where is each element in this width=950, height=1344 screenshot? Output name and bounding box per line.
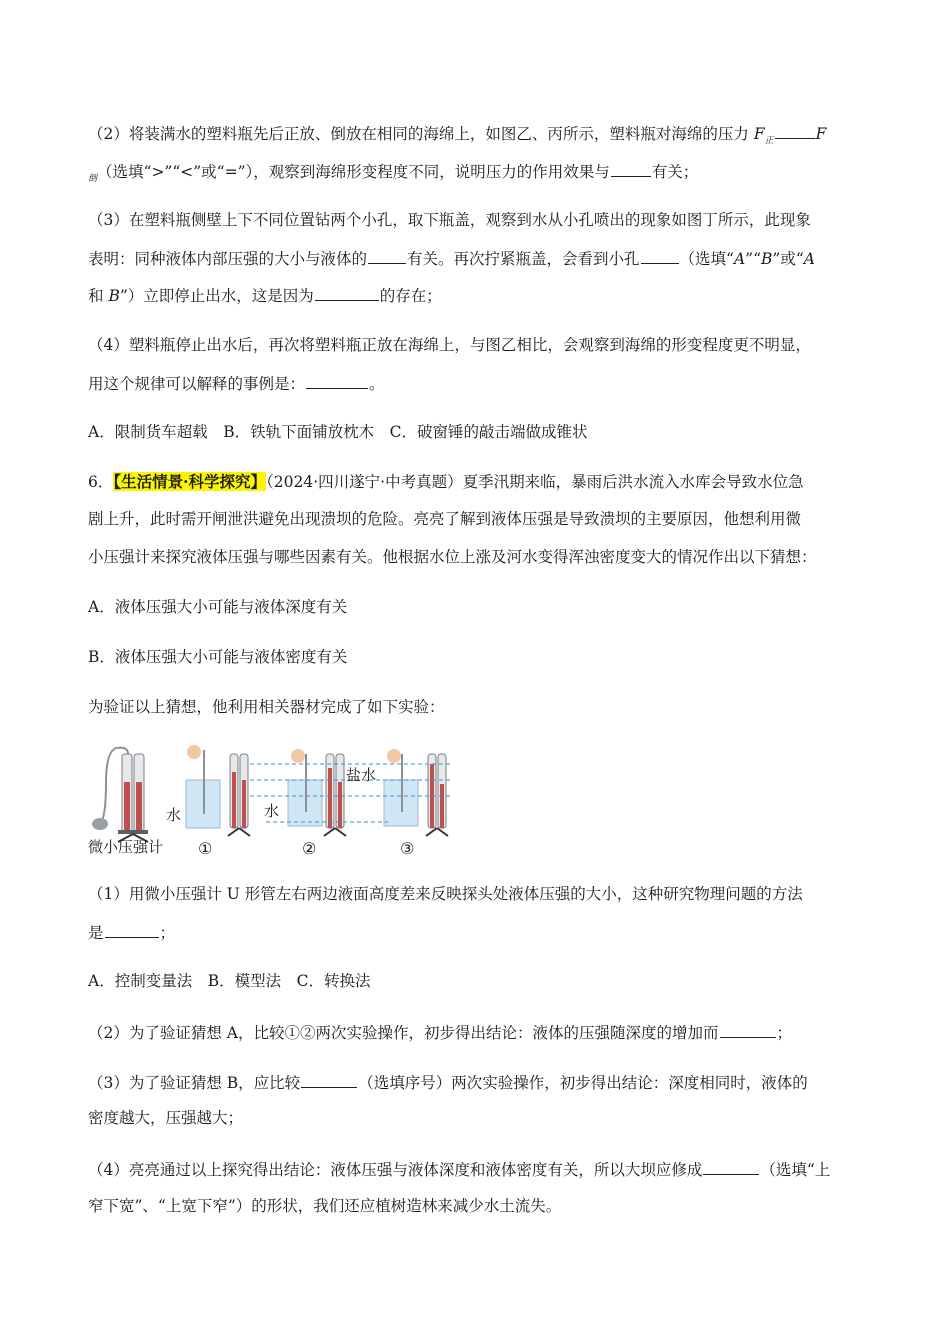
label-salt-water: 盐水 xyxy=(346,766,377,784)
q6-intro-line2: 剧上升，此时需开闸泄洪避免出现溃坝的危险。亮亮了解到液体压强是导致溃坝的主要原因，他想利用微 xyxy=(88,510,802,528)
answer-blank[interactable] xyxy=(368,247,406,264)
setup-2 xyxy=(288,749,346,836)
q6-sub4-line1: （4）亮亮通过以上探究得出结论：液体压强与液体深度和液体密度有关，所以大坝应修成 （选填“上 xyxy=(88,1158,830,1180)
q6-sub1-line2: 是 ； xyxy=(88,921,175,943)
q6-guess-a: A．液体压强大小可能与液体深度有关 xyxy=(88,598,348,616)
q5-part4-line2: 用这个规律可以解释的事例是： 。 xyxy=(88,372,385,394)
answer-blank[interactable] xyxy=(315,284,379,301)
label-pressure-gauge: 微小压强计 xyxy=(88,838,164,856)
q6-tag: 【生活情景·科学探究】 xyxy=(113,472,267,491)
label-setup-2: ② xyxy=(302,839,317,858)
q5-part2-line1: （2）将装满水的塑料瓶先后正放、倒放在相同的海绵上，如图乙、丙所示，塑料瓶对海绵的压力 $F_正$ F xyxy=(88,122,826,151)
label-setup-1: ① xyxy=(198,839,213,858)
answer-blank[interactable] xyxy=(775,122,815,139)
q5-part4-line1: （4）塑料瓶停止出水后，再次将塑料瓶正放在海绵上，与图乙相比，会观察到海绵的形变程度更不明显， xyxy=(88,336,811,354)
label-setup-3: ③ xyxy=(400,839,415,858)
setup-1 xyxy=(186,745,250,836)
q6-sub1-line1: （1）用微小压强计 U 形管左右两边液面高度差来反映探头处液体压强的大小，这种研究物理问题的方法 xyxy=(88,885,803,903)
answer-blank[interactable] xyxy=(611,160,651,177)
answer-blank[interactable] xyxy=(306,372,368,389)
pressure-gauge xyxy=(92,748,148,842)
answer-blank[interactable] xyxy=(105,921,159,938)
q6-lead: 为验证以上猜想，他利用相关器材完成了如下实验： xyxy=(88,698,445,716)
q5-part3-line2: 表明：同种液体内部压强的大小与液体的 有关。再次拧紧瓶盖，会看到小孔 （选填“A”“B”或“A xyxy=(88,247,815,269)
q6-sub4-line2: 窄下宽”、“上宽下窄”）的形状，我们还应植树造林来减少水土流失。 xyxy=(88,1197,562,1215)
q6-sub3-line1: （3）为了验证猜想 B，应比较 （选填序号）两次实验操作，初步得出结论：深度相同时，液体的 xyxy=(88,1071,808,1093)
answer-blank[interactable] xyxy=(703,1158,759,1175)
q6-guess-b: B．液体压强大小可能与液体密度有关 xyxy=(88,648,348,666)
q5-part3-line1: （3）在塑料瓶侧壁上下不同位置钻两个小孔，取下瓶盖，观察到水从小孔喷出的现象如图丁所示，此现象 xyxy=(88,211,811,229)
answer-blank[interactable] xyxy=(641,247,679,264)
label-water-1: 水 xyxy=(166,806,182,824)
q6-intro-line3: 小压强计来探究液体压强与哪些因素有关。他根据水位上涨及河水变得浑浊密度变大的情况作出以下猜想： xyxy=(88,548,817,566)
label-water-2: 水 xyxy=(264,802,280,820)
q5-part3-line3: 和 B”）立即停止出水，这是因为 的存在； xyxy=(88,284,442,306)
q6-intro-line1: 6．【生活情景·科学探究】（2024·四川遂宁·中考真题）夏季汛期来临，暴雨后洪水流入水库会导致水位急 xyxy=(88,472,804,491)
setup-3 xyxy=(384,749,448,836)
experiment-figure xyxy=(88,742,468,862)
q5-part2-line2: $_倒$（选填“>”“<”或“=”），观察到海绵形变程度不同，说明压力的作用效果与 有关； xyxy=(88,160,698,189)
answer-blank[interactable] xyxy=(720,1021,776,1038)
answer-blank[interactable] xyxy=(301,1071,357,1088)
q6-sub3-line2: 密度越大，压强越大； xyxy=(88,1109,244,1127)
q5-options: A．限制货车超载 B．铁轨下面铺放枕木 C．破窗锤的敲击端做成锥状 xyxy=(88,423,588,441)
q6-sub2: （2）为了验证猜想 A，比较①②两次实验操作，初步得出结论：液体的压强随深度的增加而 ； xyxy=(88,1021,792,1043)
q6-sub1-options: A．控制变量法 B．模型法 C．转换法 xyxy=(88,972,371,990)
